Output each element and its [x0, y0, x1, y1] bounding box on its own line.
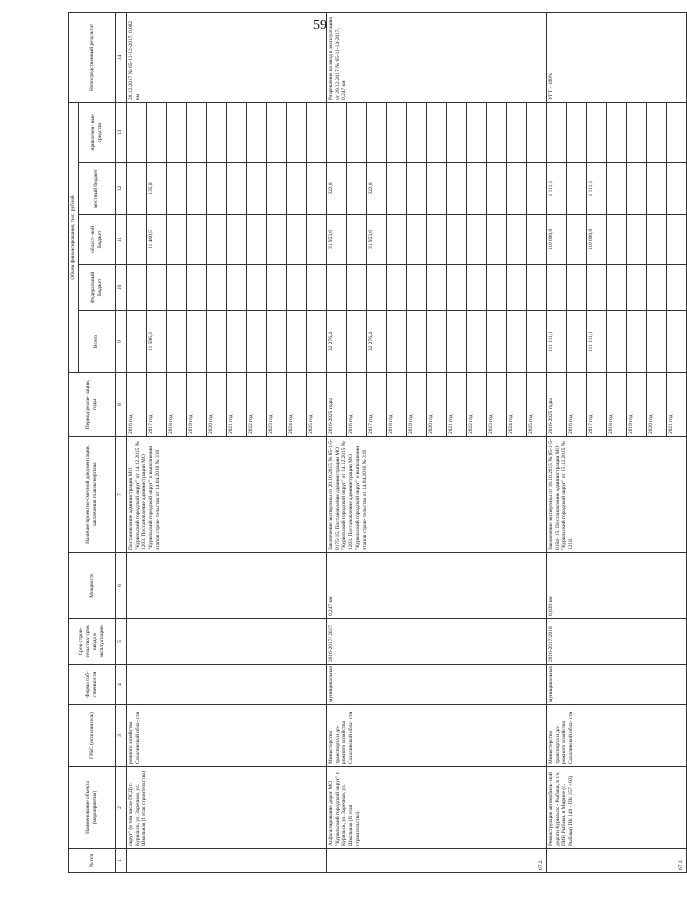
amount-local	[426, 163, 446, 215]
period-year: 2020 год	[646, 373, 666, 437]
amount-regional	[246, 215, 266, 265]
period-year: 2023 год	[486, 373, 506, 437]
amount-total	[386, 311, 406, 373]
construction-dates: 2016-2017/ 2017	[326, 619, 546, 665]
amount-federal	[606, 265, 626, 311]
amount-local: 1 111,1	[586, 163, 606, 215]
amount-local	[506, 163, 526, 215]
amount-other	[626, 102, 646, 162]
amount-federal	[306, 265, 326, 311]
amount-other	[246, 102, 266, 162]
funding-table	[68, 12, 687, 873]
amount-regional	[226, 215, 246, 265]
amount-federal	[166, 265, 186, 311]
amount-federal	[566, 265, 586, 311]
amount-other	[486, 102, 506, 162]
amount-other	[426, 102, 446, 162]
page-number: 59	[313, 18, 327, 33]
period-year: 2016 год	[346, 373, 366, 437]
capacity: 0,247 км	[326, 553, 546, 619]
column-number: 5	[115, 619, 126, 665]
amount-federal	[646, 265, 666, 311]
period-year: 2022 год	[246, 373, 266, 437]
column-number: 7	[115, 437, 126, 553]
period-year: 2024 год	[506, 373, 526, 437]
capacity	[126, 553, 326, 619]
amount-regional	[426, 215, 446, 265]
documentation: Постановление администрации МО "Курильский городской округ" от 14.12.2015 № 1203. Постановление администрации МО "Курильский городской округ" о выполнении этапов строи- тельства от 14.04.2016 № 316	[126, 437, 326, 553]
row-number: 67.2.	[326, 849, 546, 873]
result: 28.12.2017 № 65-11-12-2017, 0,082 км	[126, 12, 326, 102]
amount-regional	[266, 215, 286, 265]
period-year: 2016-2025 годы	[546, 373, 566, 437]
period-year: 2019 год	[626, 373, 646, 437]
amount-federal	[186, 265, 206, 311]
amount-local	[186, 163, 206, 215]
amount-regional	[286, 215, 306, 265]
row-number: 67.3.	[546, 849, 686, 873]
amount-total	[206, 311, 226, 373]
object-name: округ" (в том числе ПСД) г. Курильск, ул. Заречная, ул. Школьная (I этап строительства)	[126, 767, 326, 849]
column-number: 6	[115, 553, 126, 619]
amount-other	[586, 102, 606, 162]
header-dates: Срок строи- тельства/ срок ввода в эксплуатацию	[69, 619, 116, 665]
amount-total: 111 111,1	[586, 311, 606, 373]
amount-total	[566, 311, 586, 373]
amount-total	[646, 311, 666, 373]
construction-dates: 2016-2017/2018	[546, 619, 686, 665]
amount-total	[226, 311, 246, 373]
amount-local: 322,8	[366, 163, 386, 215]
table-row	[326, 12, 346, 872]
amount-local	[386, 163, 406, 215]
amount-local	[486, 163, 506, 215]
header-result: Непосредственный результат	[69, 12, 116, 102]
amount-other	[326, 102, 346, 162]
construction-dates	[126, 619, 326, 665]
object-name: Реконструкция автомобиль- ной дороги Курильск - Рыбаки, в т.ч. ПИР, Рыбаки, в Мирное (с. Рыбаки) ПК 149 - ПК 157 +93)	[546, 767, 686, 849]
amount-total	[506, 311, 526, 373]
ownership-form: муниципальная	[546, 665, 686, 705]
amount-total	[186, 311, 206, 373]
amount-other	[166, 102, 186, 162]
amount-federal	[526, 265, 546, 311]
amount-regional: 31 953,6	[326, 215, 346, 265]
amount-total	[346, 311, 366, 373]
amount-total: 11 596,3	[146, 311, 166, 373]
column-number-row	[115, 12, 126, 872]
amount-regional	[206, 215, 226, 265]
object-name: Асфальтирование дорог МО "Курильский городской округ" г. Курильск, ул. Заречная, ул. Школьная (II этап строительства)	[326, 767, 546, 849]
amount-federal	[626, 265, 646, 311]
amount-regional	[346, 215, 366, 265]
table-row	[126, 12, 146, 872]
period-year: 2020 год	[206, 373, 226, 437]
amount-regional	[466, 215, 486, 265]
capacity: 0,839 км	[546, 553, 686, 619]
header-docs: Наличие проектно-сметной документации, заключения главэкспертизы	[69, 437, 116, 553]
period-year: 2021 год	[226, 373, 246, 437]
amount-regional	[566, 215, 586, 265]
column-number: 13	[115, 102, 126, 162]
period-year: 2023 год	[266, 373, 286, 437]
amount-other	[526, 102, 546, 162]
amount-local	[266, 163, 286, 215]
amount-federal	[146, 265, 166, 311]
amount-total	[486, 311, 506, 373]
amount-total	[286, 311, 306, 373]
amount-regional	[126, 215, 146, 265]
amount-other	[366, 102, 386, 162]
amount-local	[406, 163, 426, 215]
amount-federal	[366, 265, 386, 311]
result: УГТ - 100%	[546, 12, 686, 102]
amount-other	[126, 102, 146, 162]
grbs: Министерство транспорта и до- рожного хозяйства Сахалинской обла- сти	[546, 705, 686, 767]
header-capacity: Мощность	[69, 553, 116, 619]
amount-regional: 110 000,0	[546, 215, 566, 265]
amount-regional	[386, 215, 406, 265]
amount-local	[206, 163, 226, 215]
amount-total	[606, 311, 626, 373]
amount-regional	[406, 215, 426, 265]
column-number: 8	[115, 373, 126, 437]
amount-other	[666, 102, 686, 162]
amount-other	[566, 102, 586, 162]
amount-federal	[246, 265, 266, 311]
amount-regional: 110 000,0	[586, 215, 606, 265]
amount-regional	[186, 215, 206, 265]
period-year: 2017 год	[146, 373, 166, 437]
amount-other	[386, 102, 406, 162]
amount-regional	[526, 215, 546, 265]
column-number: 3	[115, 705, 126, 767]
amount-local: 1 111,1	[546, 163, 566, 215]
documentation: Заключение экспертизы от 20.10.2015 № 65-1-5-0175-15. Постановление администрации МО "Курильский городской округ" от 14.12.2015 № 1203. Постановление администрации МО "Курильский городской округ" о выполнении этапов строи- тельства от 14.04.2016 № 316	[326, 437, 546, 553]
column-number: 12	[115, 163, 126, 215]
period-year: 2017 год	[586, 373, 606, 437]
amount-regional	[486, 215, 506, 265]
amount-federal	[346, 265, 366, 311]
amount-total: 111 111,1	[546, 311, 566, 373]
amount-other	[346, 102, 366, 162]
amount-regional	[166, 215, 186, 265]
period-year: 2019 год	[406, 373, 426, 437]
amount-other	[546, 102, 566, 162]
header-period: Период реали- зации, годы	[69, 373, 116, 437]
amount-total	[446, 311, 466, 373]
amount-total: 32 276,4	[326, 311, 346, 373]
amount-other	[446, 102, 466, 162]
table-body	[126, 12, 686, 872]
amount-regional: 11 460,5	[146, 215, 166, 265]
amount-local	[286, 163, 306, 215]
amount-federal	[426, 265, 446, 311]
period-year: 2021 год	[446, 373, 466, 437]
header-federal: Федеральный бюджет	[78, 265, 115, 311]
amount-local: 322,8	[326, 163, 346, 215]
period-year: 2025 год	[526, 373, 546, 437]
amount-other	[226, 102, 246, 162]
amount-total: 32 276,4	[366, 311, 386, 373]
period-year: 2016 год	[566, 373, 586, 437]
header-other: привлечен- ные средства	[78, 102, 115, 162]
amount-total	[466, 311, 486, 373]
period-year: 2016-2025 годы	[326, 373, 346, 437]
period-year: 2022 год	[466, 373, 486, 437]
amount-federal	[406, 265, 426, 311]
row-number	[126, 849, 326, 873]
table-row	[546, 12, 566, 872]
amount-federal	[326, 265, 346, 311]
amount-federal	[506, 265, 526, 311]
amount-other	[506, 102, 526, 162]
grbs: ронного хозяйства Сахалинской обла- сти	[126, 705, 326, 767]
amount-total	[626, 311, 646, 373]
amount-federal	[666, 265, 686, 311]
header-row	[69, 12, 79, 872]
amount-other	[406, 102, 426, 162]
amount-local	[246, 163, 266, 215]
column-number: 11	[115, 215, 126, 265]
amount-federal	[466, 265, 486, 311]
amount-federal	[446, 265, 466, 311]
amount-other	[266, 102, 286, 162]
amount-regional	[626, 215, 646, 265]
amount-total	[166, 311, 186, 373]
period-year: 2025 год	[306, 373, 326, 437]
amount-local	[466, 163, 486, 215]
amount-other	[606, 102, 626, 162]
amount-total	[666, 311, 686, 373]
amount-total	[526, 311, 546, 373]
amount-regional	[646, 215, 666, 265]
period-year: 2021 год	[666, 373, 686, 437]
column-number: 9	[115, 311, 126, 373]
amount-total	[426, 311, 446, 373]
amount-local	[306, 163, 326, 215]
amount-local	[626, 163, 646, 215]
amount-local	[446, 163, 466, 215]
header-local: местный бюджет	[78, 163, 115, 215]
period-year: 2016 год	[126, 373, 146, 437]
rotated-table-container	[68, 13, 684, 873]
amount-regional	[506, 215, 526, 265]
period-year: 2018 год	[386, 373, 406, 437]
column-number: 14	[115, 12, 126, 102]
amount-local	[666, 163, 686, 215]
amount-local	[646, 163, 666, 215]
amount-other	[286, 102, 306, 162]
amount-local	[126, 163, 146, 215]
amount-total	[266, 311, 286, 373]
amount-total	[126, 311, 146, 373]
amount-other	[646, 102, 666, 162]
header-funding: Объем финансирования, тыс. рублей	[69, 102, 79, 372]
amount-other	[186, 102, 206, 162]
amount-total	[306, 311, 326, 373]
ownership-form	[126, 665, 326, 705]
amount-other	[206, 102, 226, 162]
period-year: 2018 год	[166, 373, 186, 437]
amount-local	[526, 163, 546, 215]
header-form: Форма соб- ственности	[69, 665, 116, 705]
header-name: Наименование объекта (мероприятия)	[69, 767, 116, 849]
header-regional: област- ной бюджет	[78, 215, 115, 265]
header-total: Всего	[78, 311, 115, 373]
column-number: 10	[115, 265, 126, 311]
result: Разрешение на ввод в эксплуатацию от 28.12.2017 № 65-11-14-2017, 0,247 км	[326, 12, 546, 102]
amount-federal	[586, 265, 606, 311]
period-year: 2020 год	[426, 373, 446, 437]
period-year: 2019 год	[186, 373, 206, 437]
amount-federal	[266, 265, 286, 311]
amount-federal	[226, 265, 246, 311]
amount-other	[146, 102, 166, 162]
header-grbs: ГРБС (исполнитель)	[69, 705, 116, 767]
ownership-form: муниципальная	[326, 665, 546, 705]
column-number: 2	[115, 767, 126, 849]
amount-local: 135,8	[146, 163, 166, 215]
amount-federal	[286, 265, 306, 311]
amount-other	[466, 102, 486, 162]
amount-other	[306, 102, 326, 162]
amount-local	[166, 163, 186, 215]
column-number: 4	[115, 665, 126, 705]
amount-local	[606, 163, 626, 215]
amount-local	[226, 163, 246, 215]
grbs: Министерство транспорта и до- рожного хозяйства Сахалинской обла- сти	[326, 705, 546, 767]
amount-federal	[206, 265, 226, 311]
amount-federal	[126, 265, 146, 311]
amount-local	[346, 163, 366, 215]
amount-federal	[486, 265, 506, 311]
amount-local	[566, 163, 586, 215]
amount-total	[406, 311, 426, 373]
column-number: 1	[115, 849, 126, 873]
amount-regional	[606, 215, 626, 265]
period-year: 2017 год	[366, 373, 386, 437]
amount-federal	[546, 265, 566, 311]
amount-regional	[666, 215, 686, 265]
amount-regional	[306, 215, 326, 265]
amount-regional: 31 953,6	[366, 215, 386, 265]
documentation: Заключение экспертизы от 16.10.2015 № 65-1-5-0184- 15. Постановление администрации МО "Курильский городской округ" от 15.12.2015 № 1218.	[546, 437, 686, 553]
amount-total	[246, 311, 266, 373]
period-year: 2024 год	[286, 373, 306, 437]
amount-regional	[446, 215, 466, 265]
period-year: 2018 год	[606, 373, 626, 437]
header-no: № п/п	[69, 849, 116, 873]
amount-federal	[386, 265, 406, 311]
